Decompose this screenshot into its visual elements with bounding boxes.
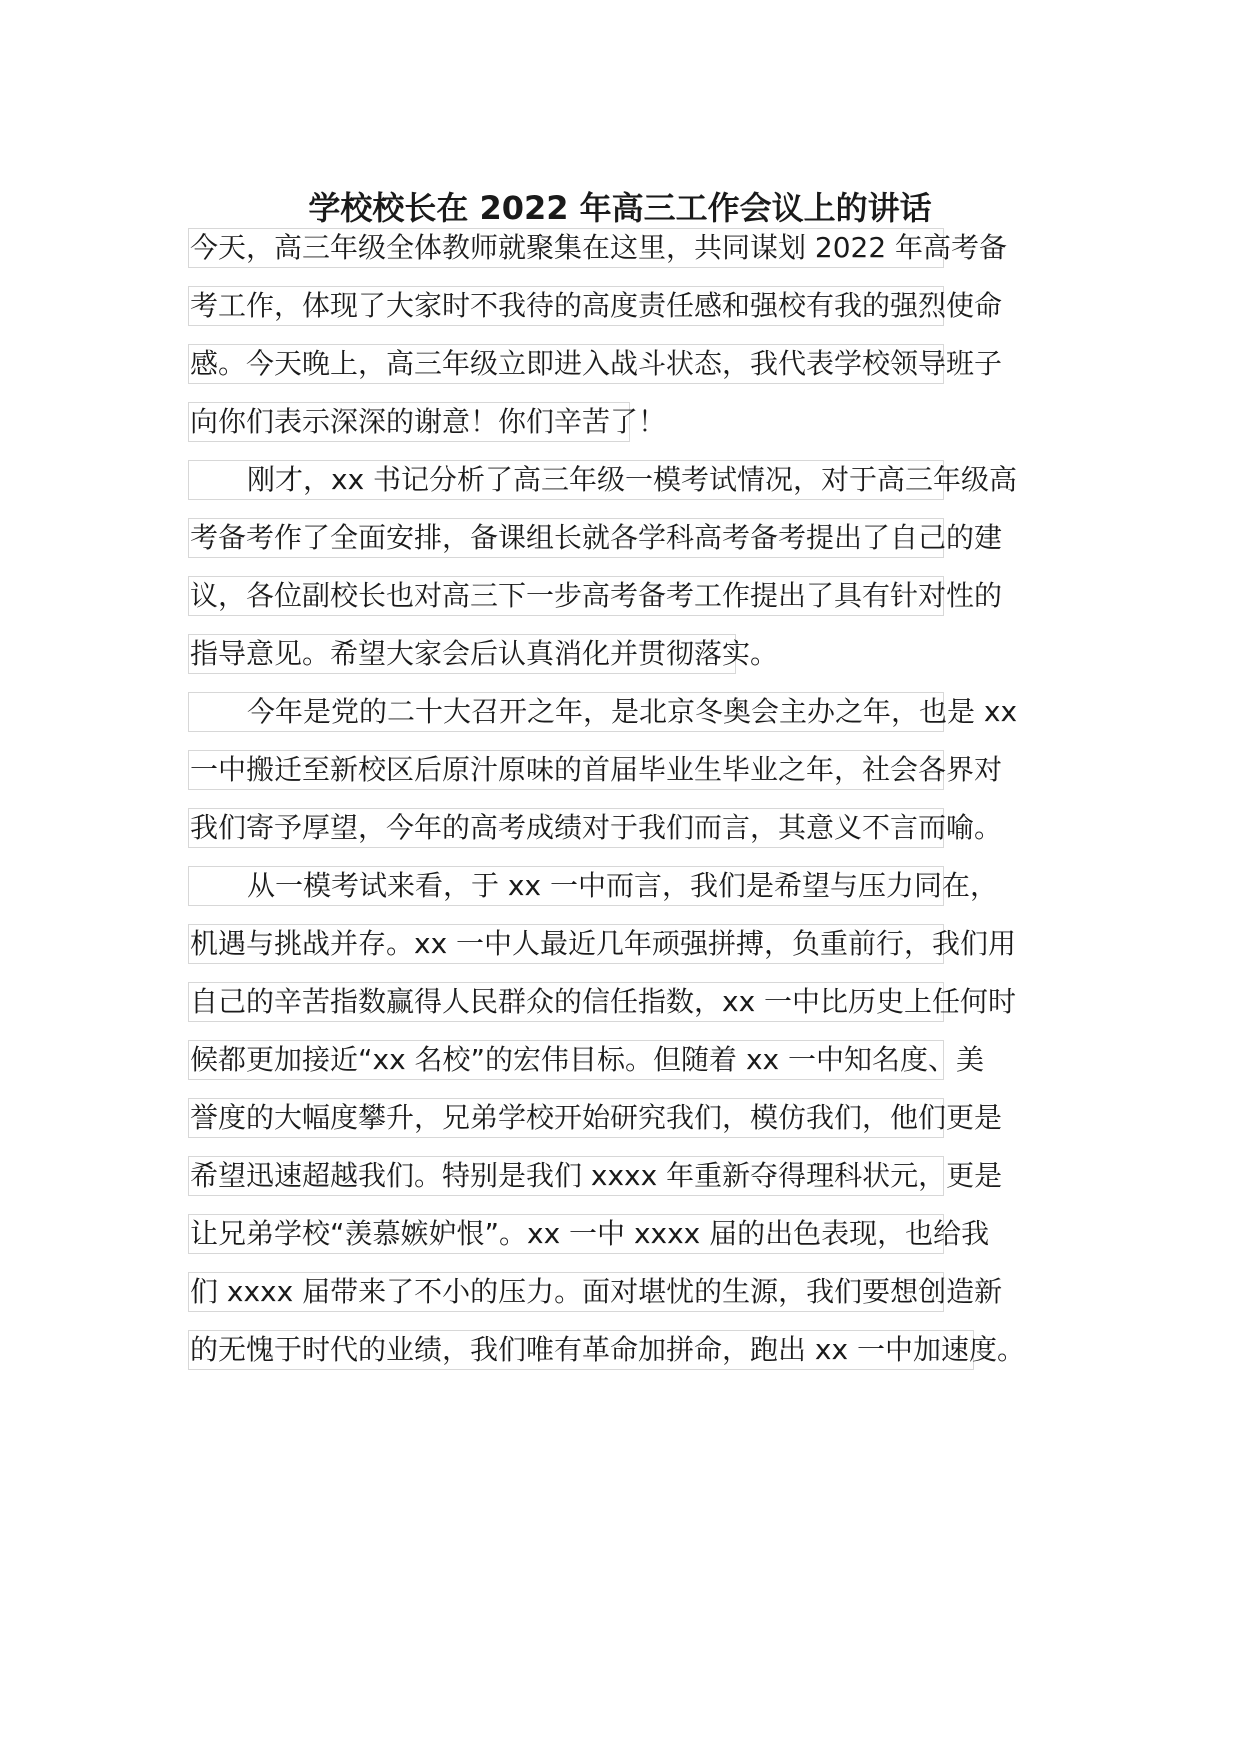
paragraph-4-line-6: 希望迅速超越我们。特别是我们 xxxx 年重新夺得理科状元，更是 bbox=[188, 1156, 944, 1196]
paragraph-4-line-5: 誉度的大幅度攀升，兄弟学校开始研究我们，模仿我们，他们更是 bbox=[188, 1098, 944, 1138]
paragraph-4-line-8: 们 xxxx 届带来了不小的压力。面对堪忧的生源，我们要想创造新 bbox=[188, 1272, 944, 1312]
document-title: 学校校长在 2022 年高三工作会议上的讲话 bbox=[308, 189, 932, 227]
paragraph-2-line-4: 指导意见。希望大家会后认真消化并贯彻落实。 bbox=[188, 634, 736, 674]
paragraph-3-line-1: 今年是党的二十大召开之年，是北京冬奥会主办之年，也是 xx bbox=[188, 692, 944, 732]
paragraph-2-line-1: 刚才，xx 书记分析了高三年级一模考试情况，对于高三年级高 bbox=[188, 460, 944, 500]
paragraph-3-line-2: 一中搬迁至新校区后原汁原味的首届毕业生毕业之年，社会各界对 bbox=[188, 750, 944, 790]
paragraph-4-line-7: 让兄弟学校“羡慕嫉妒恨”。xx 一中 xxxx 届的出色表现，也给我 bbox=[188, 1214, 944, 1254]
paragraph-4-line-2: 机遇与挑战并存。xx 一中人最近几年顽强拼搏，负重前行，我们用 bbox=[188, 924, 944, 964]
paragraph-3-line-3: 我们寄予厚望，今年的高考成绩对于我们而言，其意义不言而喻。 bbox=[188, 808, 944, 848]
paragraph-1-line-1: 今天，高三年级全体教师就聚集在这里，共同谋划 2022 年高考备 bbox=[188, 228, 944, 268]
paragraph-4-line-9: 的无愧于时代的业绩，我们唯有革命加拼命，跑出 xx 一中加速度。 bbox=[188, 1330, 974, 1370]
paragraph-4-line-1: 从一模考试来看，于 xx 一中而言，我们是希望与压力同在， bbox=[188, 866, 944, 906]
paragraph-2-line-2: 考备考作了全面安排，备课组长就各学科高考备考提出了自己的建 bbox=[188, 518, 944, 558]
paragraph-4-line-3: 自己的辛苦指数赢得人民群众的信任指数，xx 一中比历史上任何时 bbox=[188, 982, 944, 1022]
paragraph-2-line-3: 议，各位副校长也对高三下一步高考备考工作提出了具有针对性的 bbox=[188, 576, 944, 616]
paragraph-4-line-4: 候都更加接近“xx 名校”的宏伟目标。但随着 xx 一中知名度、美 bbox=[188, 1040, 944, 1080]
paragraph-1-line-2: 考工作，体现了大家时不我待的高度责任感和强校有我的强烈使命 bbox=[188, 286, 944, 326]
paragraph-1-line-4: 向你们表示深深的谢意！你们辛苦了！ bbox=[188, 402, 630, 442]
paragraph-1-line-3: 感。今天晚上，高三年级立即进入战斗状态，我代表学校领导班子 bbox=[188, 344, 944, 384]
